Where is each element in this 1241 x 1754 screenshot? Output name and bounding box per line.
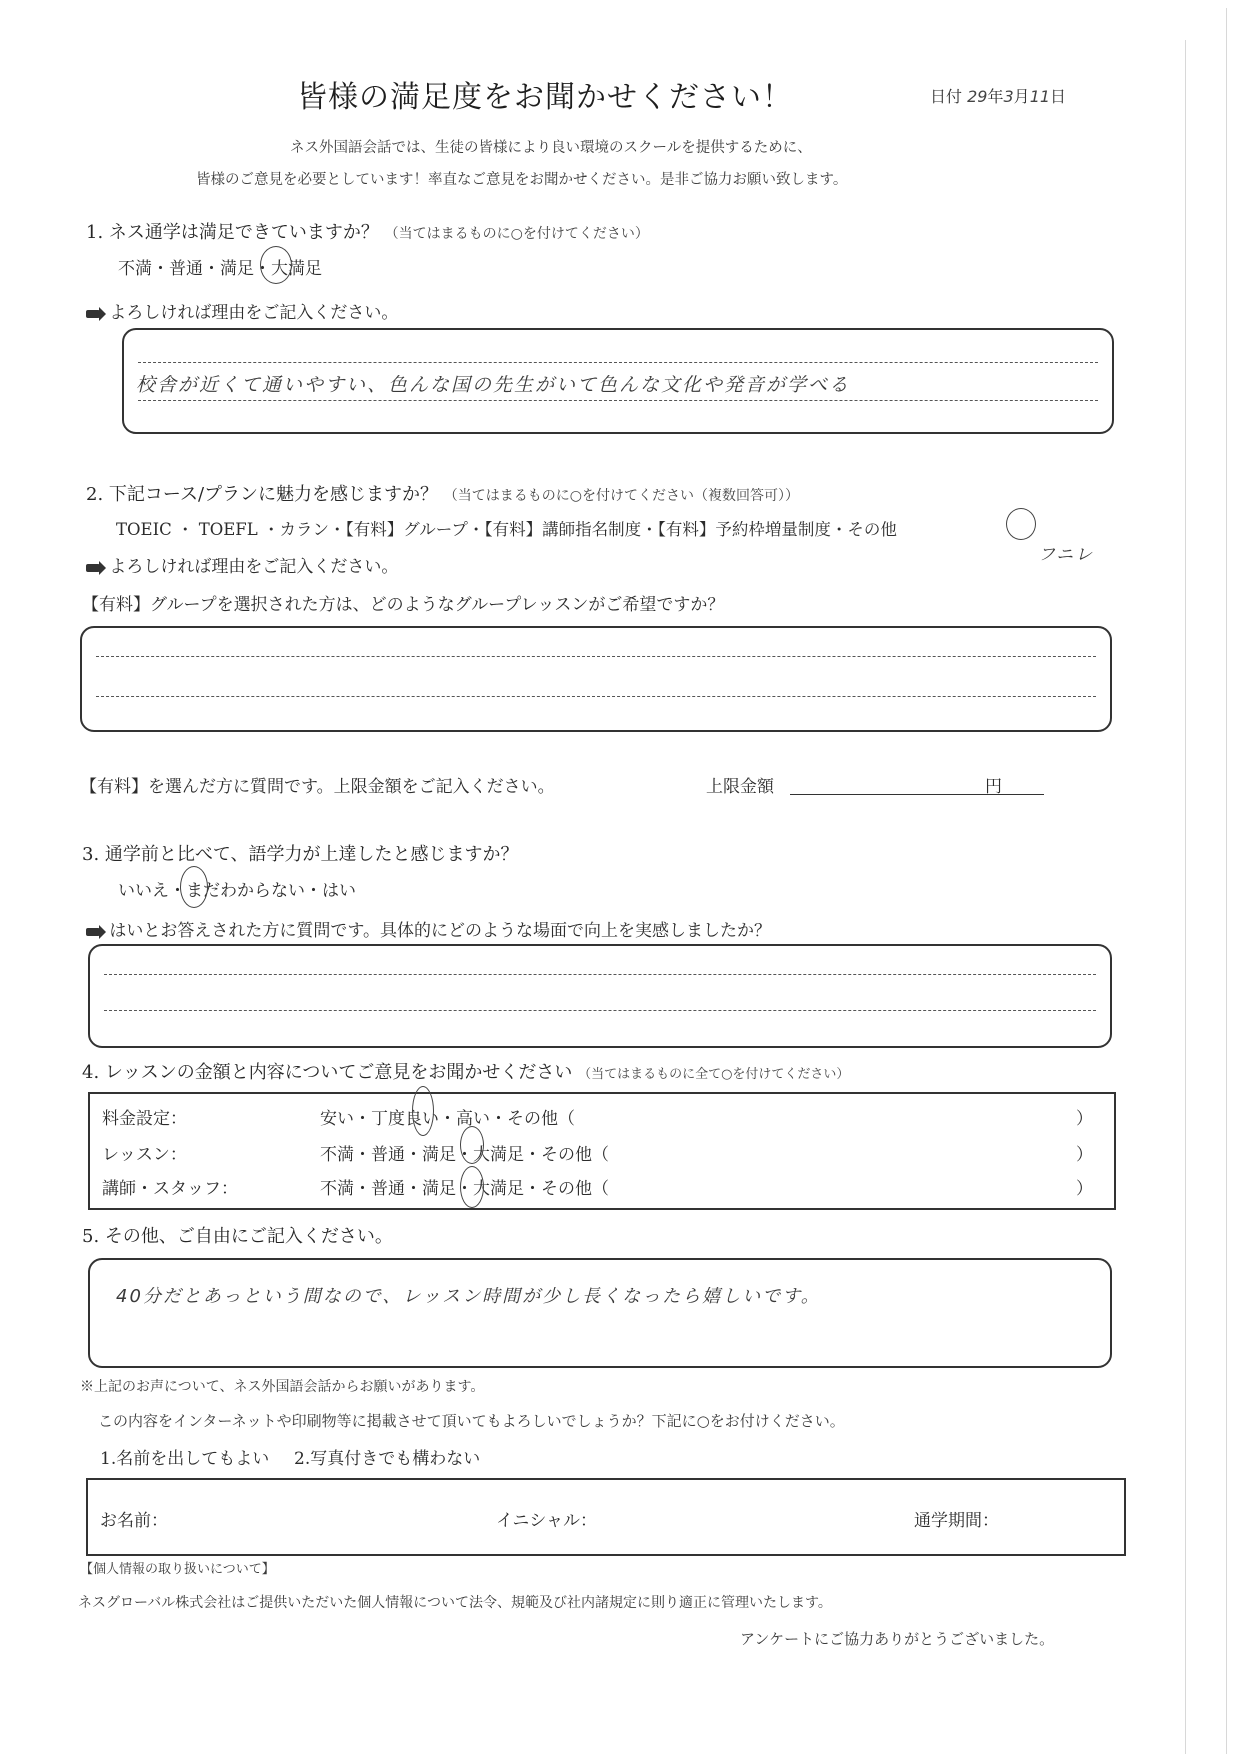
q1-option-selected[interactable]: 満足 [220, 259, 254, 279]
q2-price-label: 上限金額 [706, 777, 774, 797]
q2-option[interactable]: 【有料】講師指名制度 [484, 520, 642, 539]
q4-row-label: 料金設定： [102, 1109, 187, 1129]
q2-option[interactable]: カラン [279, 520, 329, 539]
consent-option-name[interactable]: 1.名前を出してもよい [100, 1449, 270, 1469]
q2-reason-prompt [86, 552, 398, 577]
q2-option-selected[interactable]: その他 [847, 520, 897, 539]
q1-answer-text: 校舎が近くて通いやすい、色んな国の先生がいて色んな文化や発音が学べる [136, 374, 851, 396]
consent-options [100, 1444, 480, 1469]
q3-answer-box[interactable] [88, 944, 1112, 1048]
arrow-right-icon [86, 310, 100, 318]
q1-reason-prompt [86, 298, 398, 323]
q2-option[interactable]: 【有料】グループ [345, 520, 468, 539]
q2-group-question: 【有料】グループを選択された方は、どのようなグループレッスンがご希望ですか？ [82, 595, 725, 615]
page-title: 皆様の満足度をお聞かせください！ [297, 80, 793, 115]
scan-artifact-line [1185, 40, 1186, 1754]
separator: ・ [641, 520, 658, 539]
q4-row-label: レッスン： [102, 1145, 187, 1165]
guide-line [138, 400, 1098, 401]
q1-option[interactable]: 大満足 [271, 259, 322, 279]
q4-note: （当てはまるものに全て○を付けてください） [578, 1067, 850, 1082]
q2-price-input[interactable] [790, 794, 1044, 795]
q2-options [116, 516, 897, 540]
q3-option[interactable]: いいえ [118, 881, 169, 901]
q2-note: （当てはまるものに○を付けてください（複数回答可）） [443, 488, 800, 504]
separator: ・ [152, 259, 169, 279]
selection-circle [412, 1086, 434, 1136]
q2-question [86, 480, 799, 506]
q3-option-selected[interactable]: まだわからない [186, 881, 305, 901]
q4-row-options[interactable]: 不満・普通・満足・大満足・その他（ [320, 1145, 609, 1165]
guide-line [104, 1010, 1096, 1011]
scan-artifact-line [1226, 8, 1227, 1754]
q5-answer-box[interactable] [88, 1258, 1112, 1368]
consent-notice: ※上記のお声について、ネス外国語会話からお願いがあります。 [80, 1379, 485, 1395]
date-day-suffix: 日 [1050, 87, 1067, 106]
date-month-suffix: 月 [1013, 87, 1030, 106]
survey-date [930, 84, 1066, 107]
selection-circle [180, 866, 208, 908]
q5-question: 5. その他、ご自由にご記入ください。 [82, 1226, 393, 1247]
guide-line [138, 362, 1098, 363]
q3-options [118, 876, 356, 901]
selection-circle [460, 1166, 484, 1208]
q4-question [82, 1058, 849, 1084]
q3-followup-text: はいとお答えされた方に質問です。具体的にどのような場面で向上を実感しましたか？ [109, 921, 772, 941]
q1-reason-prompt-text: よろしければ理由をご記入ください。 [109, 303, 399, 323]
q3-followup [86, 916, 771, 941]
thanks-message: アンケートにご協力ありがとうございました。 [740, 1630, 1055, 1648]
q2-other-answer: フニレ [1038, 545, 1095, 565]
separator: ・ [254, 259, 271, 279]
q4-rating-table [88, 1092, 1116, 1210]
separator: ・ [467, 520, 485, 539]
name-label: お名前： [100, 1511, 168, 1531]
q4-row-label: 講師・スタッフ： [102, 1179, 238, 1199]
q2-group-answer-box[interactable] [80, 626, 1112, 732]
q2-price-unit: 円 [985, 777, 1002, 797]
initial-field[interactable] [618, 1500, 868, 1532]
date-day[interactable]: 11 [1029, 87, 1051, 106]
separator: ・ [328, 520, 346, 539]
q1-question-text: 1. ネス通学は満足できていますか？ [86, 222, 379, 243]
q1-note: （当てはまるものに○を付けてください） [384, 226, 649, 242]
q1-answer-box[interactable] [122, 328, 1114, 434]
separator: ・ [830, 520, 848, 539]
q4-row-options[interactable]: 安い・丁度良い・高い・その他（ [320, 1109, 575, 1129]
privacy-text: ネスグローバル株式会社はご提供いただいた個人情報について法令、規範及び社内諸規定に則り適正に管理いたします。 [78, 1595, 832, 1611]
q2-question-text: 2. 下記コース/プランに魅力を感じますか？ [86, 484, 439, 505]
separator: ・ [262, 520, 280, 539]
separator: ・ [203, 259, 220, 279]
date-year[interactable]: 29 [967, 87, 988, 106]
guide-line [96, 696, 1096, 697]
q2-option[interactable]: TOEFL [198, 520, 258, 539]
separator: ・ [176, 520, 194, 539]
selection-circle [460, 1126, 484, 1164]
q1-question [86, 218, 649, 244]
q2-price-question: 【有料】を選んだ方に質問です。上限金額をご記入ください。 [80, 777, 555, 797]
student-info-box [86, 1478, 1126, 1556]
q4-row-close: ） [1076, 1109, 1093, 1129]
privacy-heading: 【個人情報の取り扱いについて】 [80, 1562, 275, 1577]
q4-row-close: ） [1076, 1145, 1093, 1165]
separator: ・ [169, 881, 186, 901]
q2-reason-prompt-text: よろしければ理由をご記入ください。 [109, 557, 399, 577]
initial-label: イニシャル： [496, 1511, 597, 1531]
guide-line [96, 656, 1096, 657]
date-label: 日付 [930, 87, 963, 106]
guide-line [104, 974, 1096, 975]
selection-circle [260, 246, 292, 284]
q4-row-close: ） [1076, 1179, 1093, 1199]
date-year-suffix: 年 [987, 87, 1004, 106]
q4-row-options[interactable]: 不満・普通・満足・大満足・その他（ [320, 1179, 609, 1199]
consent-option-photo[interactable]: 2.写真付きでも構わない [294, 1449, 481, 1469]
consent-question: この内容をインターネットや印刷物等に掲載させて頂いてもよろしいでしょうか？下記に○をお付けください。 [98, 1412, 845, 1430]
separator: ・ [305, 881, 322, 901]
date-month[interactable]: 3 [1003, 87, 1014, 106]
q1-option[interactable]: 普通 [169, 259, 203, 279]
q2-option[interactable]: TOEIC [116, 520, 172, 539]
q2-option[interactable]: 【有料】予約枠増量制度 [657, 520, 831, 539]
selection-circle [1006, 508, 1036, 540]
arrow-right-icon [86, 564, 100, 572]
q4-question-text: 4. レッスンの金額と内容についてご意見をお聞かせください [82, 1062, 573, 1083]
intro-line-2: 皆様のご意見を必要としています！率直なご意見をお聞かせください。是非ご協力お願い致します。 [196, 172, 848, 188]
q3-option[interactable]: はい [322, 881, 356, 901]
arrow-right-icon [86, 928, 100, 936]
intro-line-1: ネス外国語会話では、生徒の皆様により良い環境のスクールを提供するために、 [290, 140, 812, 156]
q1-option[interactable]: 不満 [118, 259, 152, 279]
period-label: 通学期間： [914, 1511, 999, 1531]
q5-answer-text: 40分だとあっという間なので、レッスン時間が少し長くなったら嬉しいです。 [116, 1286, 821, 1307]
period-field[interactable] [1008, 1500, 1108, 1532]
name-field[interactable] [188, 1500, 488, 1532]
q3-question: 3. 通学前と比べて、語学力が上達したと感じますか？ [82, 844, 519, 865]
